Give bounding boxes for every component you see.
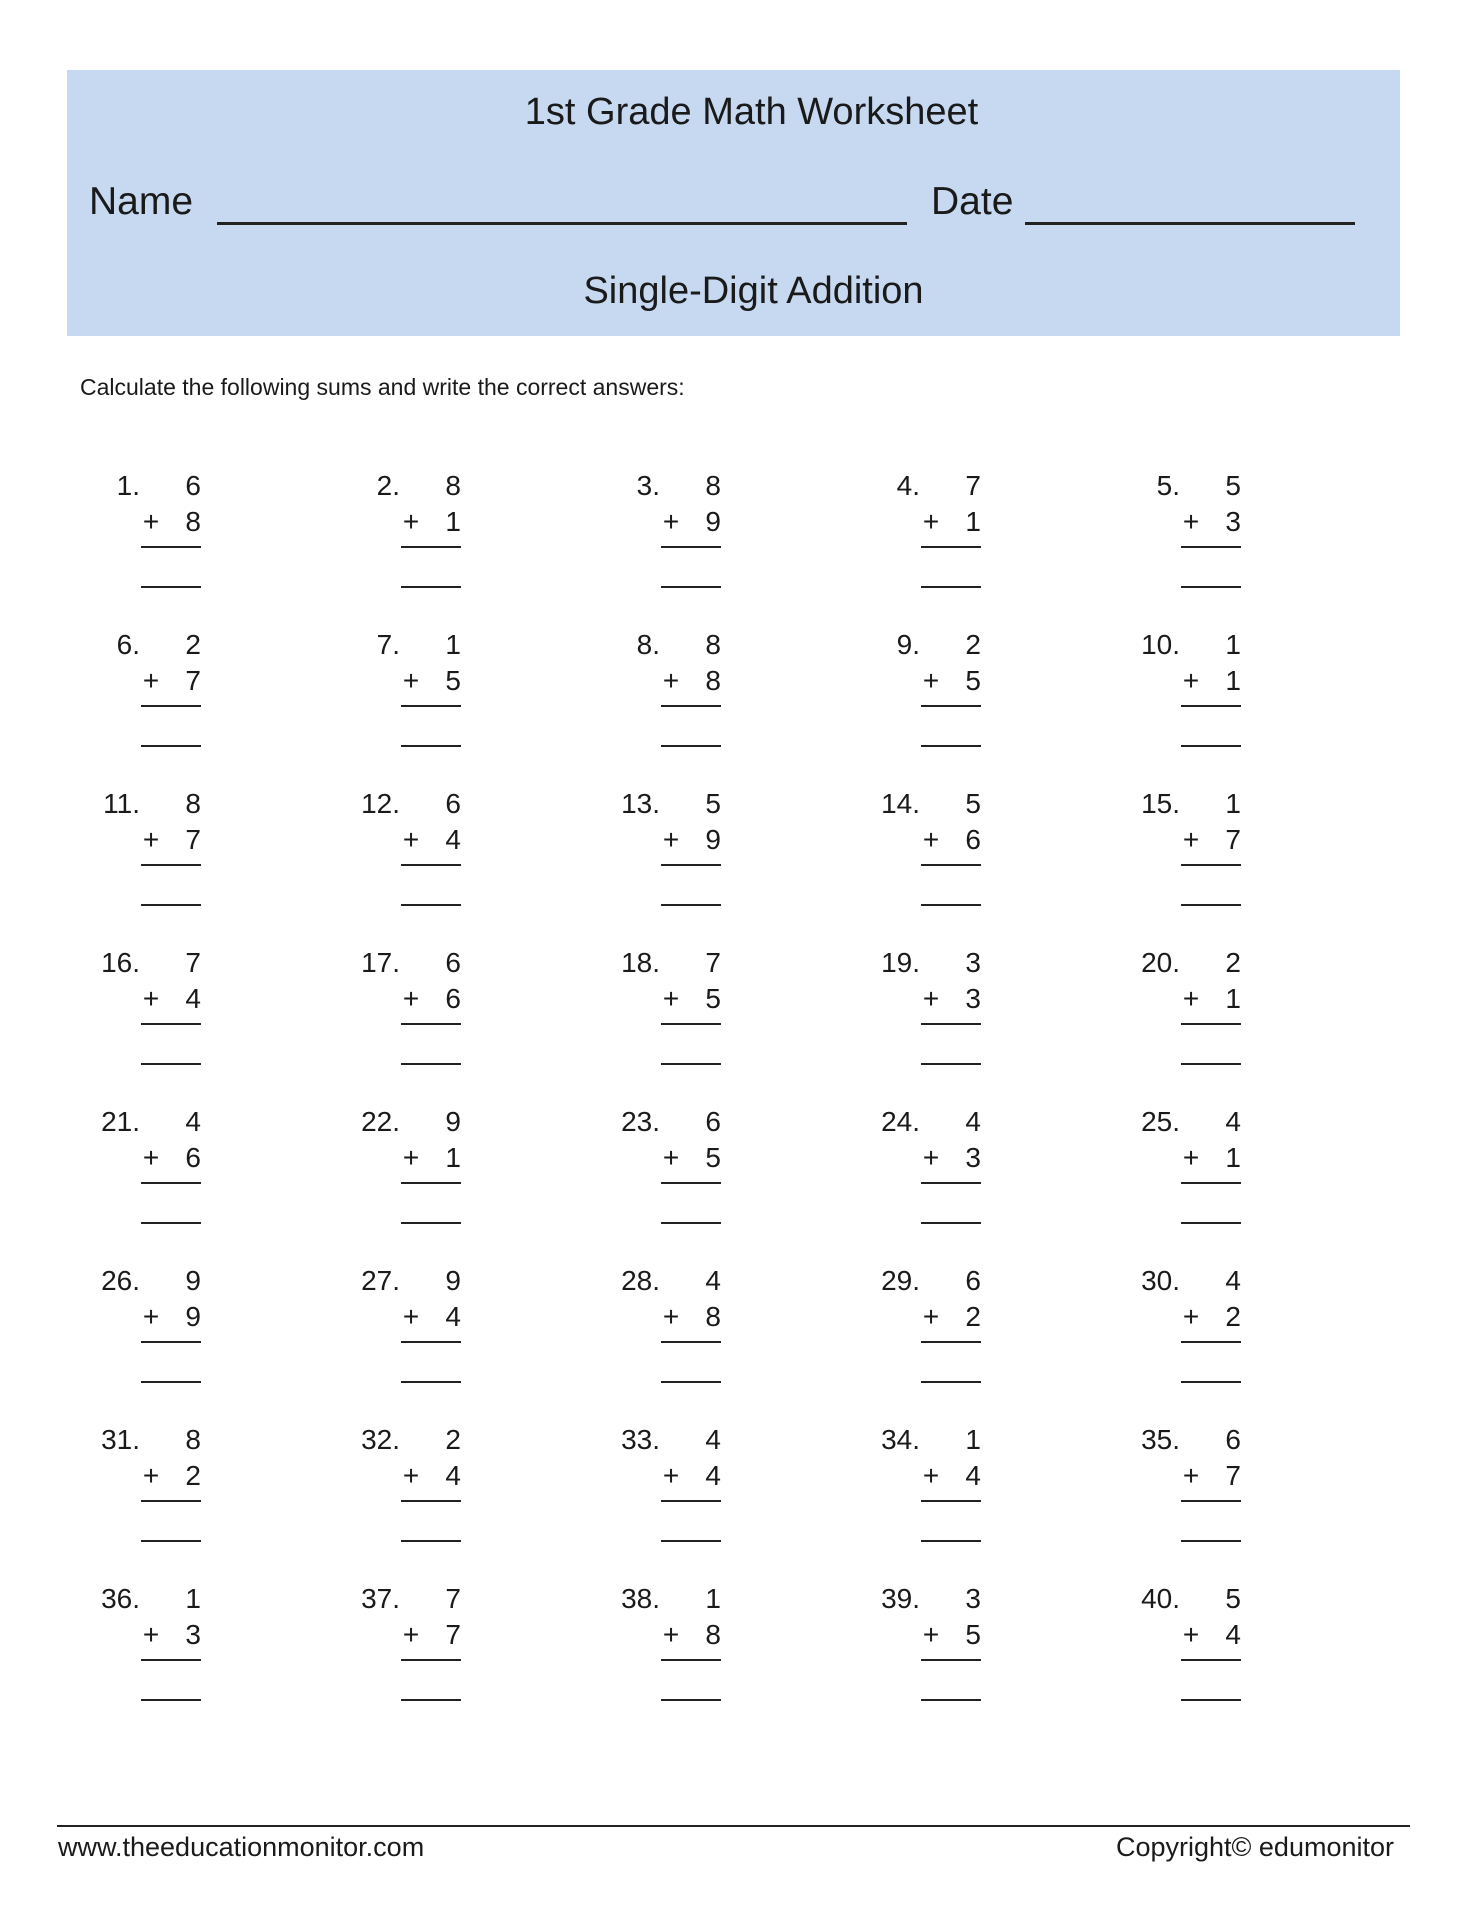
problem-number: 15. (1141, 788, 1180, 819)
plus-sign: + (922, 665, 940, 696)
sum-bar (661, 1023, 721, 1025)
addition-problem (70, 1583, 330, 1742)
addition-problem (330, 947, 590, 1106)
bottom-addend: 7 (445, 1619, 461, 1650)
addition-problem (330, 788, 590, 947)
bottom-addend: 4 (705, 1460, 721, 1491)
addition-problem (70, 1424, 330, 1583)
top-addend: 7 (445, 1583, 461, 1614)
addition-problem (590, 1424, 850, 1583)
worksheet-title: 1st Grade Math Worksheet (524, 91, 979, 133)
top-addend: 4 (965, 1106, 981, 1137)
plus-sign: + (402, 665, 420, 696)
bottom-addend: 4 (185, 983, 201, 1014)
answer-line[interactable] (141, 745, 201, 747)
plus-sign: + (1182, 1301, 1200, 1332)
plus-sign: + (922, 1460, 940, 1491)
bottom-addend: 4 (1225, 1619, 1241, 1650)
bottom-addend: 5 (965, 665, 981, 696)
problem-number: 26. (101, 1265, 140, 1296)
top-addend: 4 (705, 1265, 721, 1296)
bottom-addend: 7 (185, 824, 201, 855)
problem-number: 14. (881, 788, 920, 819)
addition-problem (1110, 947, 1370, 1106)
bottom-addend: 6 (185, 1142, 201, 1173)
top-addend: 5 (1225, 470, 1241, 501)
sum-bar (661, 1182, 721, 1184)
instructions: Calculate the following sums and write the correct answers: (80, 374, 685, 400)
plus-sign: + (402, 506, 420, 537)
top-addend: 6 (185, 470, 201, 501)
addition-problem (1110, 1265, 1370, 1424)
answer-line[interactable] (921, 586, 981, 588)
bottom-addend: 9 (705, 824, 721, 855)
problem-number: 37. (361, 1583, 400, 1614)
bottom-addend: 6 (445, 983, 461, 1014)
answer-line[interactable] (401, 745, 461, 747)
problem-number: 30. (1141, 1265, 1180, 1296)
addition-problem (850, 788, 1110, 947)
bottom-addend: 1 (965, 506, 981, 537)
addition-problem (1110, 788, 1370, 947)
addition-problem (330, 1424, 590, 1583)
addition-problem (590, 947, 850, 1106)
top-addend: 2 (185, 629, 201, 660)
plus-sign: + (402, 983, 420, 1014)
top-addend: 1 (1225, 788, 1241, 819)
problem-number: 22. (361, 1106, 400, 1137)
bottom-addend: 8 (705, 1619, 721, 1650)
sum-bar (661, 1500, 721, 1502)
top-addend: 4 (185, 1106, 201, 1137)
addition-problem (1110, 1583, 1370, 1742)
sum-bar (1181, 1341, 1241, 1343)
bottom-addend: 2 (1225, 1301, 1241, 1332)
plus-sign: + (662, 1142, 680, 1173)
bottom-addend: 1 (1225, 665, 1241, 696)
top-addend: 1 (445, 629, 461, 660)
bottom-addend: 4 (445, 824, 461, 855)
sum-bar (401, 546, 461, 548)
bottom-addend: 4 (965, 1460, 981, 1491)
top-addend: 5 (705, 788, 721, 819)
sum-bar (661, 705, 721, 707)
answer-line[interactable] (1181, 1222, 1241, 1224)
top-addend: 6 (445, 947, 461, 978)
addition-problem (590, 470, 850, 629)
bottom-addend: 8 (185, 506, 201, 537)
bottom-addend: 6 (965, 824, 981, 855)
problem-number: 25. (1141, 1106, 1180, 1137)
problem-number: 6. (116, 629, 140, 660)
problem-number: 2. (376, 470, 400, 501)
top-addend: 4 (705, 1424, 721, 1455)
name-write-line (217, 222, 907, 225)
sum-bar (921, 705, 981, 707)
problem-number: 31. (101, 1424, 140, 1455)
plus-sign: + (662, 665, 680, 696)
problem-number: 39. (881, 1583, 920, 1614)
sum-bar (1181, 1500, 1241, 1502)
plus-sign: + (402, 1619, 420, 1650)
top-addend: 4 (1225, 1106, 1241, 1137)
bottom-addend: 3 (965, 983, 981, 1014)
problem-number: 27. (361, 1265, 400, 1296)
answer-line[interactable] (661, 745, 721, 747)
addition-problem (330, 1583, 590, 1742)
sum-bar (141, 1182, 201, 1184)
bottom-addend: 9 (185, 1301, 201, 1332)
sum-bar (141, 1341, 201, 1343)
plus-sign: + (1182, 983, 1200, 1014)
top-addend: 6 (965, 1265, 981, 1296)
answer-line[interactable] (141, 1381, 201, 1383)
addition-problem (330, 1265, 590, 1424)
plus-sign: + (402, 824, 420, 855)
addition-problem (1110, 1424, 1370, 1583)
plus-sign: + (662, 824, 680, 855)
footer-copyright: Copyright© edumonitor (1115, 1832, 1394, 1862)
answer-line[interactable] (1181, 1381, 1241, 1383)
top-addend: 6 (1225, 1424, 1241, 1455)
plus-sign: + (922, 1619, 940, 1650)
addition-problem (590, 1265, 850, 1424)
bottom-addend: 3 (1225, 506, 1241, 537)
sum-bar (401, 1341, 461, 1343)
footer-divider (57, 1825, 1410, 1827)
bottom-addend: 4 (445, 1460, 461, 1491)
bottom-addend: 3 (185, 1619, 201, 1650)
bottom-addend: 1 (1225, 1142, 1241, 1173)
bottom-addend: 7 (1225, 1460, 1241, 1491)
bottom-addend: 5 (705, 983, 721, 1014)
bottom-addend: 8 (705, 665, 721, 696)
answer-line[interactable] (141, 1063, 201, 1065)
bottom-addend: 2 (185, 1460, 201, 1491)
answer-line[interactable] (141, 1222, 201, 1224)
date-write-line (1025, 222, 1355, 225)
bottom-addend: 7 (185, 665, 201, 696)
plus-sign: + (922, 506, 940, 537)
bottom-addend: 5 (965, 1619, 981, 1650)
problem-number: 3. (636, 470, 660, 501)
top-addend: 7 (965, 470, 981, 501)
addition-problem (850, 1265, 1110, 1424)
addition-problem (330, 470, 590, 629)
answer-line[interactable] (401, 904, 461, 906)
answer-line[interactable] (921, 1222, 981, 1224)
top-addend: 5 (965, 788, 981, 819)
answer-line[interactable] (401, 1063, 461, 1065)
plus-sign: + (922, 1142, 940, 1173)
problem-number: 32. (361, 1424, 400, 1455)
top-addend: 8 (185, 1424, 201, 1455)
top-addend: 8 (185, 788, 201, 819)
addition-problem (330, 1106, 590, 1265)
date-label: Date (931, 180, 1014, 223)
plus-sign: + (662, 1460, 680, 1491)
problem-number: 16. (101, 947, 140, 978)
sum-bar (661, 864, 721, 866)
problem-number: 24. (881, 1106, 920, 1137)
problem-number: 4. (896, 470, 920, 501)
plus-sign: + (662, 506, 680, 537)
top-addend: 3 (965, 947, 981, 978)
problem-grid (70, 470, 1270, 1745)
answer-line[interactable] (921, 745, 981, 747)
top-addend: 5 (1225, 1583, 1241, 1614)
problem-number: 1. (116, 470, 140, 501)
sum-bar (1181, 1023, 1241, 1025)
answer-line[interactable] (401, 586, 461, 588)
top-addend: 8 (705, 470, 721, 501)
sum-bar (141, 1659, 201, 1661)
plus-sign: + (142, 1460, 160, 1491)
addition-problem (1110, 1106, 1370, 1265)
sum-bar (661, 1659, 721, 1661)
plus-sign: + (402, 1301, 420, 1332)
top-addend: 7 (185, 947, 201, 978)
bottom-addend: 2 (965, 1301, 981, 1332)
addition-problem (850, 1424, 1110, 1583)
problem-number: 23. (621, 1106, 660, 1137)
top-addend: 2 (445, 1424, 461, 1455)
top-addend: 6 (445, 788, 461, 819)
addition-problem (590, 629, 850, 788)
top-addend: 2 (1225, 947, 1241, 978)
sum-bar (141, 864, 201, 866)
addition-problem (70, 1265, 330, 1424)
problem-number: 20. (1141, 947, 1180, 978)
plus-sign: + (1182, 665, 1200, 696)
answer-line[interactable] (141, 586, 201, 588)
plus-sign: + (142, 983, 160, 1014)
top-addend: 1 (965, 1424, 981, 1455)
bottom-addend: 1 (445, 506, 461, 537)
answer-line[interactable] (921, 1699, 981, 1701)
answer-line[interactable] (1181, 745, 1241, 747)
answer-line[interactable] (401, 1222, 461, 1224)
footer-website: www.theeducationmonitor.com (58, 1832, 425, 1862)
answer-line[interactable] (921, 1063, 981, 1065)
answer-line[interactable] (1181, 1540, 1241, 1542)
answer-line[interactable] (1181, 1699, 1241, 1701)
plus-sign: + (1182, 506, 1200, 537)
answer-line[interactable] (1181, 1063, 1241, 1065)
sum-bar (1181, 1659, 1241, 1661)
plus-sign: + (142, 1619, 160, 1650)
addition-problem (1110, 629, 1370, 788)
addition-problem (850, 1106, 1110, 1265)
answer-line[interactable] (1181, 586, 1241, 588)
top-addend: 1 (1225, 629, 1241, 660)
top-addend: 3 (965, 1583, 981, 1614)
plus-sign: + (662, 983, 680, 1014)
top-addend: 1 (705, 1583, 721, 1614)
plus-sign: + (662, 1619, 680, 1650)
bottom-addend: 9 (705, 506, 721, 537)
plus-sign: + (922, 824, 940, 855)
sum-bar (1181, 546, 1241, 548)
plus-sign: + (402, 1460, 420, 1491)
sum-bar (141, 705, 201, 707)
problem-number: 36. (101, 1583, 140, 1614)
top-addend: 9 (185, 1265, 201, 1296)
plus-sign: + (662, 1301, 680, 1332)
problem-number: 18. (621, 947, 660, 978)
answer-line[interactable] (921, 1540, 981, 1542)
top-addend: 9 (445, 1265, 461, 1296)
bottom-addend: 8 (705, 1301, 721, 1332)
answer-line[interactable] (921, 1381, 981, 1383)
addition-problem (1110, 470, 1370, 629)
addition-problem (70, 470, 330, 629)
answer-line[interactable] (141, 1699, 201, 1701)
addition-problem (850, 1583, 1110, 1742)
problem-number: 21. (101, 1106, 140, 1137)
addition-problem (850, 629, 1110, 788)
bottom-addend: 5 (705, 1142, 721, 1173)
top-addend: 6 (705, 1106, 721, 1137)
sum-bar (921, 546, 981, 548)
problem-number: 13. (621, 788, 660, 819)
sum-bar (141, 1023, 201, 1025)
bottom-addend: 7 (1225, 824, 1241, 855)
problem-number: 40. (1141, 1583, 1180, 1614)
sum-bar (1181, 864, 1241, 866)
problem-number: 7. (376, 629, 400, 660)
answer-line[interactable] (1181, 904, 1241, 906)
sum-bar (661, 1341, 721, 1343)
answer-line[interactable] (661, 586, 721, 588)
problem-number: 10. (1141, 629, 1180, 660)
plus-sign: + (1182, 1142, 1200, 1173)
top-addend: 7 (705, 947, 721, 978)
plus-sign: + (142, 1142, 160, 1173)
worksheet-header (67, 70, 1400, 336)
sum-bar (921, 1500, 981, 1502)
plus-sign: + (1182, 1619, 1200, 1650)
bottom-addend: 5 (445, 665, 461, 696)
plus-sign: + (402, 1142, 420, 1173)
sum-bar (141, 1500, 201, 1502)
plus-sign: + (922, 983, 940, 1014)
top-addend: 8 (445, 470, 461, 501)
sum-bar (401, 1182, 461, 1184)
answer-line[interactable] (921, 904, 981, 906)
top-addend: 9 (445, 1106, 461, 1137)
problem-number: 11. (103, 788, 140, 819)
problem-number: 34. (881, 1424, 920, 1455)
addition-problem (70, 947, 330, 1106)
answer-line[interactable] (661, 1381, 721, 1383)
bottom-addend: 4 (445, 1301, 461, 1332)
sum-bar (921, 1182, 981, 1184)
plus-sign: + (142, 665, 160, 696)
problem-number: 35. (1141, 1424, 1180, 1455)
addition-problem (590, 1583, 850, 1742)
problem-number: 19. (881, 947, 920, 978)
problem-number: 5. (1156, 470, 1180, 501)
problem-number: 12. (361, 788, 400, 819)
plus-sign: + (922, 1301, 940, 1332)
bottom-addend: 3 (965, 1142, 981, 1173)
addition-problem (590, 788, 850, 947)
answer-line[interactable] (141, 904, 201, 906)
problem-number: 29. (881, 1265, 920, 1296)
bottom-addend: 1 (1225, 983, 1241, 1014)
addition-problem (850, 470, 1110, 629)
answer-line[interactable] (661, 904, 721, 906)
sum-bar (921, 1023, 981, 1025)
sum-bar (661, 546, 721, 548)
answer-line[interactable] (401, 1699, 461, 1701)
top-addend: 2 (965, 629, 981, 660)
plus-sign: + (142, 506, 160, 537)
top-addend: 8 (705, 629, 721, 660)
answer-line[interactable] (661, 1063, 721, 1065)
answer-line[interactable] (661, 1699, 721, 1701)
plus-sign: + (142, 1301, 160, 1332)
top-addend: 1 (185, 1583, 201, 1614)
addition-problem (70, 629, 330, 788)
answer-line[interactable] (661, 1540, 721, 1542)
problem-number: 8. (636, 629, 660, 660)
problem-number: 28. (621, 1265, 660, 1296)
plus-sign: + (1182, 1460, 1200, 1491)
sum-bar (401, 705, 461, 707)
problem-number: 9. (896, 629, 920, 660)
top-addend: 4 (1225, 1265, 1241, 1296)
addition-problem (590, 1106, 850, 1265)
sum-bar (401, 1023, 461, 1025)
sum-bar (921, 864, 981, 866)
addition-problem (70, 788, 330, 947)
problem-number: 17. (361, 947, 400, 978)
answer-line[interactable] (401, 1540, 461, 1542)
answer-line[interactable] (141, 1540, 201, 1542)
problem-number: 33. (621, 1424, 660, 1455)
addition-problem (70, 1106, 330, 1265)
sum-bar (1181, 1182, 1241, 1184)
answer-line[interactable] (401, 1381, 461, 1383)
sum-bar (921, 1659, 981, 1661)
sum-bar (401, 864, 461, 866)
bottom-addend: 1 (445, 1142, 461, 1173)
plus-sign: + (142, 824, 160, 855)
sum-bar (1181, 705, 1241, 707)
answer-line[interactable] (661, 1222, 721, 1224)
name-label: Name (89, 180, 194, 223)
plus-sign: + (1182, 824, 1200, 855)
sum-bar (401, 1500, 461, 1502)
worksheet-subtitle: Single-Digit Addition (583, 270, 924, 312)
sum-bar (921, 1341, 981, 1343)
sum-bar (401, 1659, 461, 1661)
sum-bar (141, 546, 201, 548)
addition-problem (330, 629, 590, 788)
addition-problem (850, 947, 1110, 1106)
problem-number: 38. (621, 1583, 660, 1614)
